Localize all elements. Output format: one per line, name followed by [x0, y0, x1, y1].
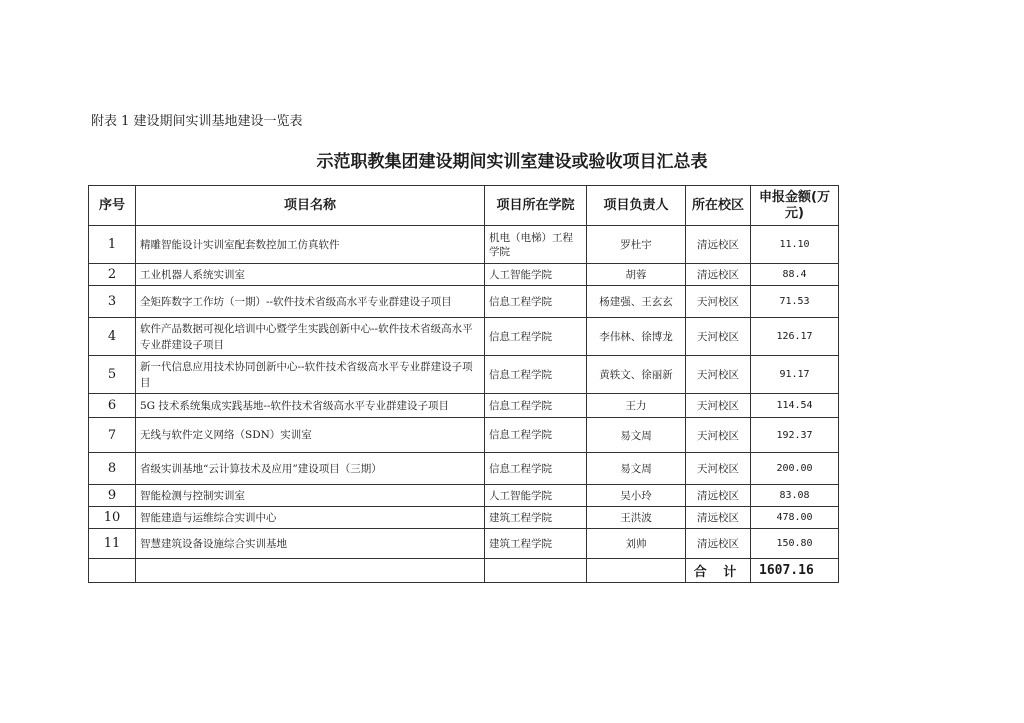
college: 人工智能学院: [485, 485, 587, 507]
campus: 天河校区: [686, 286, 751, 318]
project-lead: 胡蓉: [587, 264, 686, 286]
project-name: 智能建造与运维综合实训中心: [136, 507, 485, 529]
header-project-name: 项目名称: [136, 186, 485, 226]
table-row: [89, 264, 839, 286]
project-lead: 吴小玲: [587, 485, 686, 507]
campus: 清远校区: [686, 507, 751, 529]
project-lead: 刘帅: [587, 529, 686, 559]
college: 建筑工程学院: [485, 529, 587, 559]
amount: 88.4: [751, 264, 839, 286]
college: 信息工程学院: [485, 318, 587, 356]
college: 信息工程学院: [485, 356, 587, 394]
amount: 91.17: [751, 356, 839, 394]
row-number: 8: [89, 453, 136, 485]
project-lead: 王洪波: [587, 507, 686, 529]
total-empty-lead: [587, 559, 686, 583]
table-row: [89, 485, 839, 507]
campus: 清远校区: [686, 529, 751, 559]
amount: 192.37: [751, 418, 839, 453]
campus: 天河校区: [686, 453, 751, 485]
campus: 天河校区: [686, 394, 751, 418]
table-row: [89, 286, 839, 318]
college: 建筑工程学院: [485, 507, 587, 529]
row-number: 6: [89, 394, 136, 418]
total-label: 合 计: [686, 559, 751, 583]
project-summary-table: [88, 185, 839, 583]
college: 机电（电梯）工程学院: [485, 226, 587, 264]
row-number: 9: [89, 485, 136, 507]
table-row: [89, 453, 839, 485]
campus: 天河校区: [686, 418, 751, 453]
total-empty-name: [136, 559, 485, 583]
college: 信息工程学院: [485, 394, 587, 418]
campus: 清远校区: [686, 485, 751, 507]
project-lead: 李伟林、徐博龙: [587, 318, 686, 356]
header-row: [89, 186, 839, 226]
campus: 天河校区: [686, 356, 751, 394]
project-lead: 杨建强、王玄玄: [587, 286, 686, 318]
header-campus: 所在校区: [686, 186, 751, 226]
row-number: 1: [89, 226, 136, 264]
row-number: 4: [89, 318, 136, 356]
campus: 清远校区: [686, 226, 751, 264]
table-row: [89, 318, 839, 356]
project-name: 智能检测与控制实训室: [136, 485, 485, 507]
header-lead: 项目负责人: [587, 186, 686, 226]
amount: 11.10: [751, 226, 839, 264]
amount: 200.00: [751, 453, 839, 485]
row-number: 11: [89, 529, 136, 559]
college: 人工智能学院: [485, 264, 587, 286]
project-name: 5G 技术系统集成实践基地--软件技术省级高水平专业群建设子项目: [136, 394, 485, 418]
amount: 150.80: [751, 529, 839, 559]
row-number: 2: [89, 264, 136, 286]
project-lead: 易文周: [587, 453, 686, 485]
amount: 71.53: [751, 286, 839, 318]
row-number: 10: [89, 507, 136, 529]
row-number: 7: [89, 418, 136, 453]
project-name: 智慧建筑设备设施综合实训基地: [136, 529, 485, 559]
table-row: [89, 529, 839, 559]
header-amount: 申报金额(万元): [751, 186, 839, 226]
amount: 83.08: [751, 485, 839, 507]
project-lead: 罗杜宇: [587, 226, 686, 264]
project-name: 新一代信息应用技术协同创新中心--软件技术省级高水平专业群建设子项目: [136, 356, 485, 394]
project-name: 无线与软件定义网络（SDN）实训室: [136, 418, 485, 453]
total-amount: 1607.16: [751, 559, 839, 583]
college: 信息工程学院: [485, 418, 587, 453]
amount: 478.00: [751, 507, 839, 529]
project-lead: 易文周: [587, 418, 686, 453]
table-row: [89, 226, 839, 264]
row-number: 5: [89, 356, 136, 394]
amount: 126.17: [751, 318, 839, 356]
project-lead: 王力: [587, 394, 686, 418]
project-name: 全矩阵数字工作坊（一期）--软件技术省级高水平专业群建设子项目: [136, 286, 485, 318]
document-title: 示范职教集团建设期间实训室建设或验收项目汇总表: [316, 152, 708, 172]
total-empty-college: [485, 559, 587, 583]
campus: 清远校区: [686, 264, 751, 286]
project-name: 省级实训基地“云计算技术及应用”建设项目（三期）: [136, 453, 485, 485]
table-row: [89, 356, 839, 394]
appendix-label: 附表 1 建设期间实训基地建设一览表: [91, 114, 303, 129]
college: 信息工程学院: [485, 286, 587, 318]
total-row: [89, 559, 839, 583]
project-name: 软件产品数据可视化培训中心暨学生实践创新中心--软件技术省级高水平专业群建设子项目: [136, 318, 485, 356]
row-number: 3: [89, 286, 136, 318]
total-empty-no: [89, 559, 136, 583]
college: 信息工程学院: [485, 453, 587, 485]
campus: 天河校区: [686, 318, 751, 356]
project-lead: 黄轶文、徐丽新: [587, 356, 686, 394]
project-name: 工业机器人系统实训室: [136, 264, 485, 286]
table-row: [89, 507, 839, 529]
project-name: 精雕智能设计实训室配套数控加工仿真软件: [136, 226, 485, 264]
header-no: 序号: [89, 186, 136, 226]
table-row: [89, 418, 839, 453]
amount: 114.54: [751, 394, 839, 418]
header-college: 项目所在学院: [485, 186, 587, 226]
table-row: [89, 394, 839, 418]
